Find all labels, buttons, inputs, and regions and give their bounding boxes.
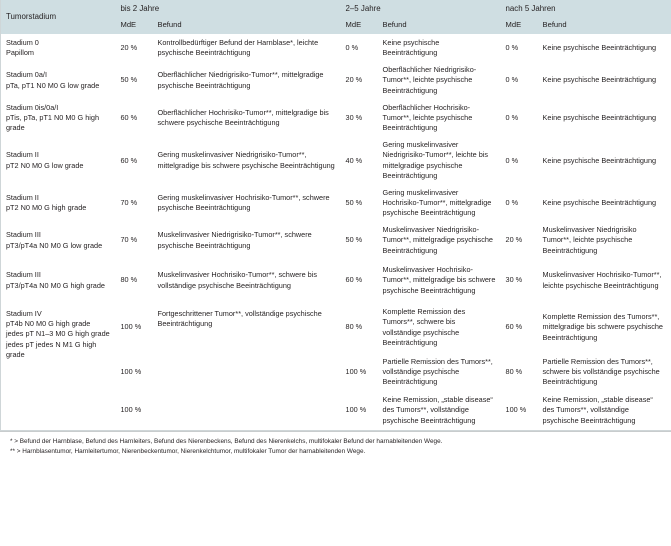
cell-mde-1: 80 % — [116, 260, 153, 302]
cell-tumorstadium — [1, 222, 116, 260]
cell-befund-3: Keine psychische Beeinträchtigung — [538, 62, 671, 99]
cell-tumorstadium — [1, 34, 116, 62]
cell-tumorstadium — [1, 62, 116, 99]
cell-befund-3: Keine Remission, „stable disease“ des Tumors**, vollständige psychische Beeinträchtigung — [538, 391, 671, 431]
cell-mde-2: 60 % — [341, 260, 378, 302]
cell-befund-3: Komplette Remission des Tumors**, mittelgradige bis schwere psychische Beeinträchtigung — [538, 302, 671, 354]
tumorstadium-line: jedes pT jedes N M1 G high grade — [6, 339, 97, 360]
table-row — [1, 62, 671, 99]
cell-befund-1: Oberflächlicher Niedrigrisiko-Tumor**, mittelgradige psychische Beeinträchtigung — [153, 62, 341, 99]
col-header-befund-3: Befund — [538, 17, 671, 34]
cell-mde-1: 20 % — [116, 34, 153, 62]
col-header-befund-1: Befund — [153, 17, 341, 34]
tumorstadium-line: pTa, pT1 N0 M0 G low grade — [6, 80, 100, 90]
cell-befund-3: Keine psychische Beeinträchtigung — [538, 185, 671, 222]
cell-mde-1: 70 % — [116, 185, 153, 222]
cell-befund-3: Keine psychische Beeinträchtigung — [538, 34, 671, 62]
col-header-mde-3: MdE — [501, 17, 538, 34]
table-body — [1, 34, 671, 431]
cell-befund-1: Oberflächlicher Hochrisiko-Tumor**, mittelgradige bis schwere psychische Beeinträchtigung — [153, 99, 341, 137]
tumorstadium-line: pT2 N0 M0 G high grade — [6, 203, 87, 213]
group-header-2-5-jahre: 2–5 Jahre — [341, 0, 501, 17]
cell-befund-2: Oberflächlicher Niedrigrisiko-Tumor**, leichte psychische Beeinträchtigung — [378, 62, 501, 99]
cell-befund-2: Keine Remission, „stable disease“ des Tumors**, vollständige psychische Beeinträchtigung — [378, 391, 501, 431]
cell-befund-1: Muskelinvasiver Hochrisiko-Tumor**, schwere bis vollständige psychische Beeinträchtigung — [153, 260, 341, 302]
cell-mde-1: 60 % — [116, 137, 153, 184]
cell-mde-3: 0 % — [501, 62, 538, 99]
table-row — [1, 99, 671, 137]
cell-mde-3: 0 % — [501, 34, 538, 62]
cell-mde-1: 60 % — [116, 99, 153, 137]
footnote-single-asterisk: * > Befund der Harnblase, Befund des Harnleiters, Befund des Nierenbeckens, Befund des Nierenkelchs, multifokaler Befund der harnableitenden Wege. — [10, 438, 443, 446]
col-header-mde-1: MdE — [116, 17, 153, 34]
footnotes-block — [0, 431, 671, 462]
cell-mde-1: 100 % — [116, 302, 153, 354]
table-row — [1, 222, 671, 260]
group-header-nach-5-jahren: nach 5 Jahren — [501, 0, 671, 17]
cell-mde-2: 50 % — [341, 185, 378, 222]
cell-mde-3: 0 % — [501, 137, 538, 184]
tumorstadium-line: Stadium 0a/I — [6, 70, 47, 80]
tumorstadium-line: Stadium 0is/0a/I — [6, 102, 59, 112]
cell-befund-2: Oberflächlicher Hochrisiko-Tumor**, leichte psychische Beeinträchtigung — [378, 99, 501, 137]
cell-tumorstadium — [1, 260, 116, 302]
table-row — [1, 137, 671, 184]
cell-befund-2: Keine psychische Beeinträchtigung — [378, 34, 501, 62]
cell-mde-2: 30 % — [341, 99, 378, 137]
tumorstadium-line: Stadium II — [6, 150, 39, 160]
cell-befund-1: Gering muskelinvasiver Hochrisiko-Tumor**, schwere psychische Beeinträchtigung — [153, 185, 341, 222]
cell-befund-1: Kontrollbedürftiger Befund der Harnblase*, leichte psychische Beeinträchtigung — [153, 34, 341, 62]
table-row — [1, 302, 671, 354]
cell-mde-2: 20 % — [341, 62, 378, 99]
cell-mde-2: 40 % — [341, 137, 378, 184]
cell-befund-3: Keine psychische Beeinträchtigung — [538, 99, 671, 137]
cell-mde-3: 0 % — [501, 99, 538, 137]
footnote-double-asterisk: ** > Harnblasentumor, Harnleitertumor, Nierenbeckentumor, Nierenkelchtumor, multifokaler Tumor der harnableitenden Wege. — [10, 448, 366, 456]
col-header-tumorstadium: Tumorstadium — [1, 0, 116, 34]
cell-befund-3: Keine psychische Beeinträchtigung — [538, 137, 671, 184]
cell-mde-2: 50 % — [341, 222, 378, 260]
cell-mde-3: 20 % — [501, 222, 538, 260]
tumorstadium-line: pT4b N0 M0 G high grade — [6, 318, 91, 328]
cell-mde-1: 70 % — [116, 222, 153, 260]
cell-befund-2: Muskelinvasiver Hochrisiko-Tumor**, mittelgradige bis schwere psychische Beeinträchtigung — [378, 260, 501, 302]
tumorstadium-line: pT2 N0 M0 G low grade — [6, 160, 84, 170]
cell-mde-3: 60 % — [501, 302, 538, 354]
cell-befund-2: Muskelinvasiver Niedrigrisiko-Tumor**, mittelgradige psychische Beeinträchtigung — [378, 222, 501, 260]
table-row — [1, 260, 671, 302]
col-header-befund-2: Befund — [378, 17, 501, 34]
cell-befund-3: Muskelinvasiver Niedrigrisiko Tumor**, leichte psychische Beeinträchtigung — [538, 222, 671, 260]
tumorstadium-line: pT3/pT4a N0 M0 G high grade — [6, 280, 105, 290]
cell-tumorstadium — [1, 99, 116, 137]
tumorstadium-line: pTis, pTa, pT1 N0 M0 G high grade — [6, 112, 100, 133]
cell-mde-2: 80 % — [341, 302, 378, 354]
cell-mde-3: 0 % — [501, 185, 538, 222]
cell-befund-2: Gering muskelinvasiver Niedrigrisiko-Tumor**, leichte bis mittelgradige psychische Beeinträchtigung — [378, 137, 501, 184]
cell-befund-1: Fortgeschrittener Tumor**, vollständige psychische Beeinträchtigung — [153, 302, 341, 431]
tumorstadium-line: Stadium III — [6, 230, 41, 240]
table-row — [1, 34, 671, 62]
cell-mde-2: 100 % — [341, 354, 378, 391]
cell-mde-2: 100 % — [341, 391, 378, 431]
cell-mde-3: 30 % — [501, 260, 538, 302]
cell-befund-3: Partielle Remission des Tumors**, schwere bis vollständige psychische Beeinträchtigung — [538, 354, 671, 391]
table-row — [1, 185, 671, 222]
cell-mde-1: 100 % — [116, 391, 153, 431]
cell-befund-1: Muskelinvasiver Niedrigrisiko-Tumor**, schwere psychische Beeinträchtigung — [153, 222, 341, 260]
tumorstadium-line: Stadium III — [6, 270, 41, 280]
cell-befund-2: Partielle Remission des Tumors**, vollständige psychische Beeinträchtigung — [378, 354, 501, 391]
tumorstadium-line: jedes pT N1–3 M0 G high grade — [6, 329, 110, 339]
header-group-row — [1, 0, 671, 17]
cell-tumorstadium — [1, 302, 116, 431]
cell-mde-1: 50 % — [116, 62, 153, 99]
tumorstadium-line: Papillom — [6, 48, 34, 57]
tumorstadium-line: pT3/pT4a N0 M0 G low grade — [6, 240, 103, 250]
cell-tumorstadium — [1, 137, 116, 184]
cell-mde-2: 0 % — [341, 34, 378, 62]
tumorstadium-line: Stadium 0 — [6, 37, 39, 47]
cell-befund-2: Gering muskelinvasiver Hochrisiko-Tumor**, mittelgradige psychische Beeinträchtigung — [378, 185, 501, 222]
tumorstadium-line: Stadium IV — [6, 308, 42, 318]
cell-mde-3: 100 % — [501, 391, 538, 431]
cell-tumorstadium — [1, 185, 116, 222]
cell-befund-1: Gering muskelinvasiver Niedrigrisiko-Tumor**, mittelgradige bis schwere psychische Beeinträchtigung — [153, 137, 341, 184]
table-head — [1, 0, 671, 34]
cell-befund-3: Muskelinvasiver Hochrisiko-Tumor**, leichte psychische Beeinträchtigung — [538, 260, 671, 302]
cell-mde-3: 80 % — [501, 354, 538, 391]
group-header-bis-2-jahre: bis 2 Jahre — [116, 0, 341, 17]
cell-befund-2: Komplette Remission des Tumors**, schwere bis vollständige psychische Beeinträchtigung — [378, 302, 501, 354]
col-header-mde-2: MdE — [341, 17, 378, 34]
tumorstadium-line: Stadium II — [6, 192, 39, 202]
cell-mde-1: 100 % — [116, 354, 153, 391]
